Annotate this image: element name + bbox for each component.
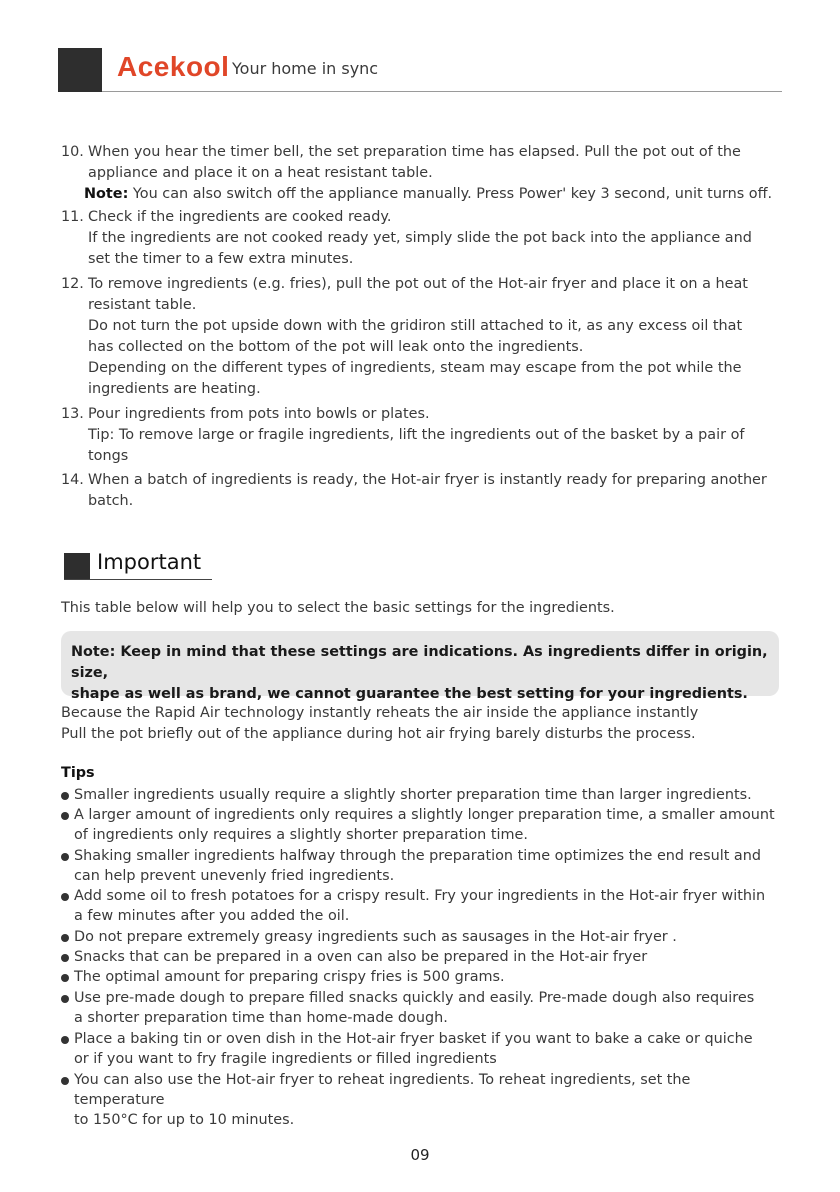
tip-line: Place a baking tin or oven dish in the Hot-air fryer basket if you want to bake a cake or quiche bbox=[74, 1031, 753, 1047]
brand-tagline: Your home in sync bbox=[232, 59, 379, 78]
step-line: appliance and place it on a heat resistant table. bbox=[88, 165, 433, 181]
step-number: 10. bbox=[61, 144, 84, 160]
step-12 bbox=[61, 274, 781, 400]
header-divider bbox=[102, 91, 782, 92]
tip-line: The optimal amount for preparing crispy fries is 500 grams. bbox=[74, 969, 505, 985]
tip-item bbox=[61, 967, 783, 987]
bullet-icon bbox=[61, 934, 69, 942]
step-number: 14. bbox=[61, 472, 84, 488]
step-line: tongs bbox=[88, 448, 129, 464]
tip-line: a shorter preparation time than home-made dough. bbox=[74, 1010, 448, 1026]
tip-line: Shaking smaller ingredients halfway through the preparation time optimizes the end result and bbox=[74, 848, 761, 864]
page-number: 09 bbox=[410, 1146, 430, 1164]
step-line: When a batch of ingredients is ready, the Hot-air fryer is instantly ready for preparing another bbox=[88, 472, 767, 488]
step-13 bbox=[61, 404, 781, 467]
paragraph-line: Because the Rapid Air technology instantly reheats the air inside the appliance instantly bbox=[61, 705, 699, 721]
step-line: If the ingredients are not cooked ready yet, simply slide the pot back into the appliance and bbox=[88, 230, 752, 246]
tip-item bbox=[61, 988, 783, 1028]
tip-item bbox=[61, 805, 783, 845]
step-line: Do not turn the pot upside down with the gridiron still attached to it, as any excess oil that bbox=[88, 318, 743, 334]
tip-item bbox=[61, 947, 783, 967]
step-line: ingredients are heating. bbox=[88, 381, 261, 397]
step-line: has collected on the bottom of the pot will leak onto the ingredients. bbox=[88, 339, 584, 355]
tip-item bbox=[61, 785, 783, 805]
bullet-icon bbox=[61, 954, 69, 962]
step-number: 11. bbox=[61, 209, 84, 225]
note-line: Note: Keep in mind that these settings are indications. As ingredients differ in origin, size, bbox=[71, 644, 768, 681]
bullet-icon bbox=[61, 812, 69, 820]
step-number: 13. bbox=[61, 406, 84, 422]
bullet-icon bbox=[61, 995, 69, 1003]
step-11 bbox=[61, 207, 781, 270]
rapid-air-paragraph bbox=[61, 703, 781, 745]
tips-title: Tips bbox=[61, 765, 95, 781]
paragraph-line: Pull the pot briefly out of the appliance during hot air frying barely disturbs the process. bbox=[61, 726, 696, 742]
tip-line: Do not prepare extremely greasy ingredients such as sausages in the Hot-air fryer . bbox=[74, 929, 677, 945]
tip-line: or if you want to fry fragile ingredients or filled ingredients bbox=[74, 1051, 497, 1067]
tip-line: Smaller ingredients usually require a slightly shorter preparation time than larger ingredients. bbox=[74, 787, 752, 803]
brand-logo: Acekool bbox=[117, 51, 230, 82]
step-line: When you hear the timer bell, the set preparation time has elapsed. Pull the pot out of the bbox=[88, 144, 741, 160]
step-10 bbox=[61, 142, 781, 205]
step-line: resistant table. bbox=[88, 297, 197, 313]
tip-line: A larger amount of ingredients only requires a slightly longer preparation time, a smaller amount bbox=[74, 807, 775, 823]
step-line: Tip: To remove large or fragile ingredients, lift the ingredients out of the basket by a pair of bbox=[88, 427, 745, 443]
tip-line: a few minutes after you added the oil. bbox=[74, 908, 350, 924]
step-line: batch. bbox=[88, 493, 134, 509]
header-dark-block bbox=[58, 48, 102, 92]
tip-line: You can also use the Hot-air fryer to reheat ingredients. To reheat ingredients, set the temperature bbox=[74, 1072, 691, 1108]
section-title-important: Important bbox=[97, 550, 202, 574]
section-title-underline bbox=[64, 579, 212, 580]
step-line: set the timer to a few extra minutes. bbox=[88, 251, 354, 267]
tip-line: of ingredients only requires a slightly shorter preparation time. bbox=[74, 827, 528, 843]
bullet-icon bbox=[61, 1077, 69, 1085]
tip-line: Snacks that can be prepared in a oven can also be prepared in the Hot-air fryer bbox=[74, 949, 648, 965]
bullet-icon bbox=[61, 893, 69, 901]
tip-item bbox=[61, 1029, 783, 1069]
tip-line: Use pre-made dough to prepare filled snacks quickly and easily. Pre-made dough also requires bbox=[74, 990, 755, 1006]
step-line: To remove ingredients (e.g. fries), pull the pot out of the Hot-air fryer and place it on a heat bbox=[88, 276, 748, 292]
important-intro: This table below will help you to select the basic settings for the ingredients. bbox=[61, 600, 615, 616]
bullet-icon bbox=[61, 853, 69, 861]
bullet-icon bbox=[61, 792, 69, 800]
note-label: Note: bbox=[84, 186, 129, 202]
section-marker bbox=[64, 553, 90, 579]
tip-item bbox=[61, 1070, 783, 1130]
step-number: 12. bbox=[61, 276, 84, 292]
tip-item bbox=[61, 846, 783, 886]
note-line: shape as well as brand, we cannot guarantee the best setting for your ingredients. bbox=[71, 686, 748, 702]
step-note bbox=[84, 184, 781, 205]
step-line: Pour ingredients from pots into bowls or plates. bbox=[88, 406, 430, 422]
tip-line: to 150°C for up to 10 minutes. bbox=[74, 1112, 295, 1128]
tip-line: can help prevent unevenly fried ingredients. bbox=[74, 868, 395, 884]
tip-item bbox=[61, 927, 783, 947]
note-text: You can also switch off the appliance manually. Press Power' key 3 second, unit turns off. bbox=[128, 186, 773, 202]
tip-item bbox=[61, 886, 783, 926]
step-line: Check if the ingredients are cooked ready. bbox=[88, 209, 392, 225]
bullet-icon bbox=[61, 1036, 69, 1044]
step-14 bbox=[61, 470, 781, 512]
note-box-text bbox=[71, 642, 771, 705]
tip-line: Add some oil to fresh potatoes for a crispy result. Fry your ingredients in the Hot-air fryer within bbox=[74, 888, 766, 904]
step-line: Depending on the different types of ingredients, steam may escape from the pot while the bbox=[88, 360, 742, 376]
bullet-icon bbox=[61, 974, 69, 982]
